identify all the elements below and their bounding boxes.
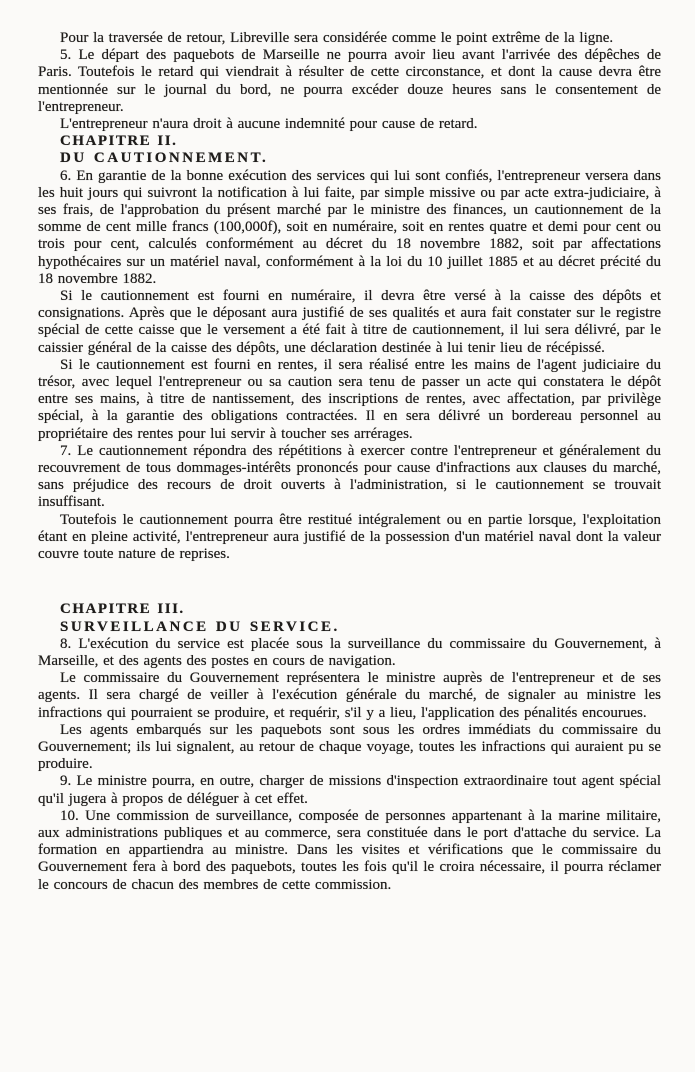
paragraph-article-7: 7. Le cautionnement répondra des répétitions à exercer contre l'entrepreneur et généralement du recouvrement de tous dommages-intérêts prononcés pour cause d'infractions aux clauses du marché, sans préjudice des recours de droit ouverts à l'administration, si le cautionnement se trouvait insuffisant. — [38, 442, 661, 511]
paragraph-cautionnement-numeraire: Si le cautionnement est fourni en numéraire, il devra être versé à la caisse des dépôts et consignations. Après que le déposant aura justifié de ses qualités et aura fait constater sur le registre spécial de cette caisse que le versement a été fait à titre de cautionnement, il lui sera délivré, par le caissier général de la caisse des dépôts, une déclaration destinée à lui tenir lieu de récépissé. — [38, 288, 661, 356]
paragraph-article-8: 8. L'exécution du service est placée sous la surveillance du commissaire du Gouvernement, à Marseille, et des agents des postes en cours de navigation. — [38, 635, 661, 669]
paragraph-commissaire: Le commissaire du Gouvernement représentera le ministre auprès de l'entrepreneur et de ses agents. Il sera chargé de veiller à l'exécution générale du marché, de signaler au ministre les infractions qui pourraient se produire, et requérir, s'il y a lieu, l'application des pénalités encourues. — [38, 670, 661, 721]
intro-section — [38, 30, 661, 133]
chapter-2-section — [38, 133, 661, 563]
page-body — [38, 30, 661, 894]
paragraph-indemnite: L'entrepreneur n'aura droit à aucune indemnité pour cause de retard. — [60, 116, 478, 133]
paragraph-agents-embarques: Les agents embarqués sur les paquebots sont sous les ordres immédiats du commissaire du Gouvernement; ils lui signalent, au retour de chaque voyage, toutes les infractions qui auraient pu se produire. — [38, 721, 661, 773]
chapter-3-section — [38, 601, 661, 893]
chapter-3-subheading: SURVEILLANCE DU SERVICE. — [60, 618, 340, 635]
paragraph-restitution: Toutefois le cautionnement pourra être restitué intégralement ou en partie lorsque, l'exploitation étant en pleine activité, l'entrepreneur aura justifié de la possession d'un matériel naval dont la valeur couvre toute nature de reprises. — [38, 511, 661, 563]
chapter-2-heading: CHAPITRE II. — [60, 133, 178, 150]
paragraph-article-5: 5. Le départ des paquebots de Marseille ne pourra avoir lieu avant l'arrivée des dépêches de Paris. Toutefois le retard qui viendrait à résulter de cette circonstance, et dont la cause devra être mentionnée sur le journal du bord, ne pourra excéder douze heures sans le consentement de l'entrepreneur. — [38, 47, 661, 115]
paragraph-cautionnement-rentes: Si le cautionnement est fourni en rentes, il sera réalisé entre les mains de l'agent judiciaire du trésor, avec lequel l'entrepreneur ou sa caution sera tenu de passer un acte qui constatera le dépôt entre ses mains, à titre de nantissement, des inscriptions de rentes, avec affectation, par privilège spécial, à la garantie des obligations contractées. Il en sera délivré un bordereau personnel au propriétaire des rentes pour lui servir à toucher ses arrérages. — [38, 356, 661, 442]
paragraph-article-9: 9. Le ministre pourra, en outre, charger de missions d'inspection extraordinaire tout agent spécial qu'il jugera à propos de déléguer à cet effet. — [38, 773, 661, 807]
paragraph-article-6: 6. En garantie de la bonne exécution des services qui lui sont confiés, l'entrepreneur versera dans les huit jours qui suivront la notification à lui faite, par simple missive ou par acte extra-judiciaire, à ses frais, de l'approbation du présent marché par le ministre des finances, un cautionnement de la somme de cent mille francs (100,000f), soit en numéraire, soit en rentes quatre et demi pour cent ou trois pour cent, calculés conformément au décret du 18 novembre 1882, soit par affectations hypothécaires sur un matériel naval, conformément à la loi du 10 juillet 1885 et au décret précité du 18 novembre 1882. — [38, 167, 661, 287]
paragraph-article-10: 10. Une commission de surveillance, composée de personnes appartenant à la marine militaire, aux administrations publiques et au commerce, sera constituée dans le port d'attache du service. La formation en appartiendra au ministre. Dans les visites et vérifications que le commissaire du Gouvernement fera à bord des paquebots, toutes les fois qu'il le croira nécessaire, il pourra réclamer le concours de chacun des membres de cette commission. — [38, 807, 661, 893]
chapter-3-heading: CHAPITRE III. — [60, 601, 185, 618]
chapter-2-subheading: DU CAUTIONNEMENT. — [60, 150, 269, 167]
paragraph-traversee-retour: Pour la traversée de retour, Libreville sera considérée comme le point extrême de la ligne. — [60, 30, 614, 46]
